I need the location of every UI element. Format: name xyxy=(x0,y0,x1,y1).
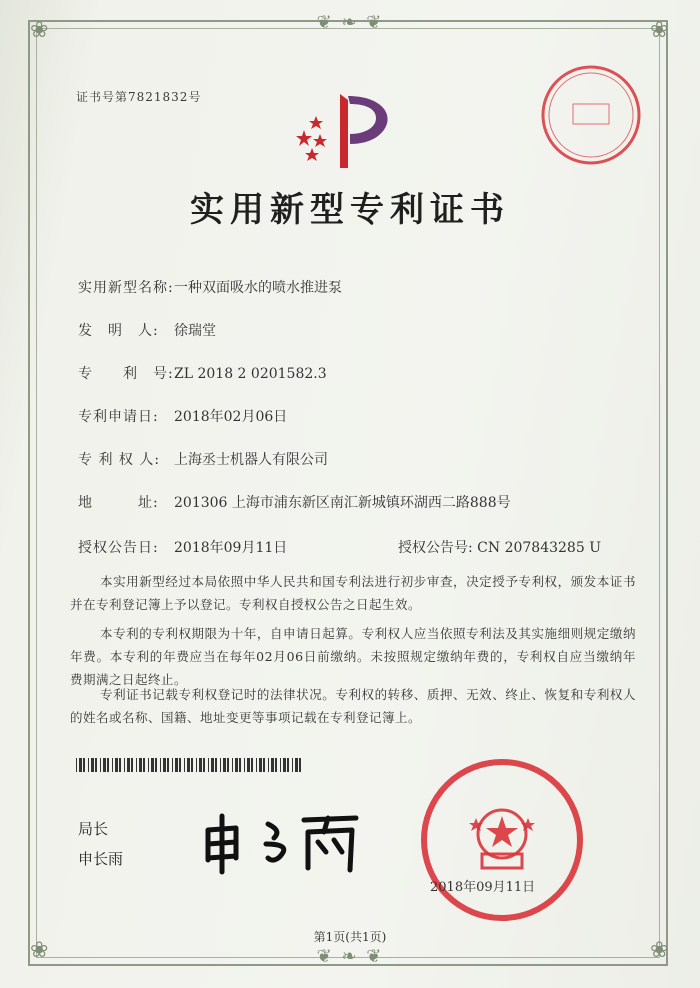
national-ip-office-seal xyxy=(418,756,586,924)
field-patent-number xyxy=(78,363,327,383)
field-inventor xyxy=(78,320,216,340)
field-utility-model-name xyxy=(78,277,342,297)
body-paragraph: 本专利的专利权期限为十年，自申请日起算。专利权人应当依照专利法及其实施细则规定缴纳年费。本专利的年费应当在每年02月06日前缴纳。未按照规定缴纳年费的，专利权自应当缴纳年费期满之日起终止。 xyxy=(70,626,636,687)
seal-date: 2018年09月11日 xyxy=(430,880,536,895)
corner-ornament-icon: ❀ xyxy=(650,938,669,963)
signatory-name: 申长雨 xyxy=(78,850,124,868)
barcode-icon xyxy=(76,758,302,772)
field-label: 专 利 号: xyxy=(78,366,174,382)
field-value: 2018年02月06日 xyxy=(174,409,288,425)
ornament-top-icon: ❦ ❧ ❦ xyxy=(316,12,384,33)
field-announcement-number xyxy=(398,537,601,557)
field-label: 专 利 权 人: xyxy=(78,452,161,468)
handwritten-signature xyxy=(196,808,366,878)
field-value: 一种双面吸水的喷水推进泵 xyxy=(174,280,342,296)
patent-office-logo-icon xyxy=(294,90,406,172)
field-label: 授权公告日: xyxy=(78,540,159,556)
field-grant-date xyxy=(78,537,287,557)
certificate-number: 证书号第7821832号 xyxy=(76,90,202,104)
field-value: 2018年09月11日 xyxy=(174,540,288,556)
field-application-date xyxy=(78,406,287,426)
field-address xyxy=(78,492,511,512)
tax-stamp-seal xyxy=(538,62,644,168)
body-paragraph: 本实用新型经过本局依照中华人民共和国专利法进行初步审查，决定授予专利权，颁发本证书并在专利登记簿上予以登记。专利权自授权公告之日起生效。 xyxy=(70,574,636,612)
field-value: CN 207843285 U xyxy=(477,540,601,556)
corner-ornament-icon: ❀ xyxy=(30,938,49,963)
body-paragraph: 专利证书记载专利权登记时的法律状况。专利权的转移、质押、无效、终止、恢复和专利权人的姓名或名称、国籍、地址变更等事项记载在专利登记簿上。 xyxy=(70,687,636,725)
field-label: 专利申请日: xyxy=(78,409,159,425)
field-patentee xyxy=(78,449,328,469)
field-value: 徐瑞堂 xyxy=(174,323,216,339)
field-value: 201306 上海市浦东新区南汇新城镇环湖西二路888号 xyxy=(174,495,511,511)
field-value: 上海丞士机器人有限公司 xyxy=(174,452,328,468)
field-label: 授权公告号: xyxy=(398,540,473,556)
page-number: 第1页(共1页) xyxy=(313,930,387,944)
field-label: 地 址: xyxy=(78,495,159,511)
signatory-role: 局长 xyxy=(78,820,109,838)
corner-ornament-icon: ❀ xyxy=(30,18,49,43)
field-label: 实用新型名称: xyxy=(78,280,174,296)
field-label: 发 明 人: xyxy=(78,323,159,339)
field-value: ZL 2018 2 0201582.3 xyxy=(174,366,327,382)
certificate-title: 实用新型专利证书 xyxy=(190,190,510,230)
corner-ornament-icon: ❀ xyxy=(650,18,669,43)
ornament-bottom-icon: ❦ ❧ ❦ xyxy=(316,946,384,967)
